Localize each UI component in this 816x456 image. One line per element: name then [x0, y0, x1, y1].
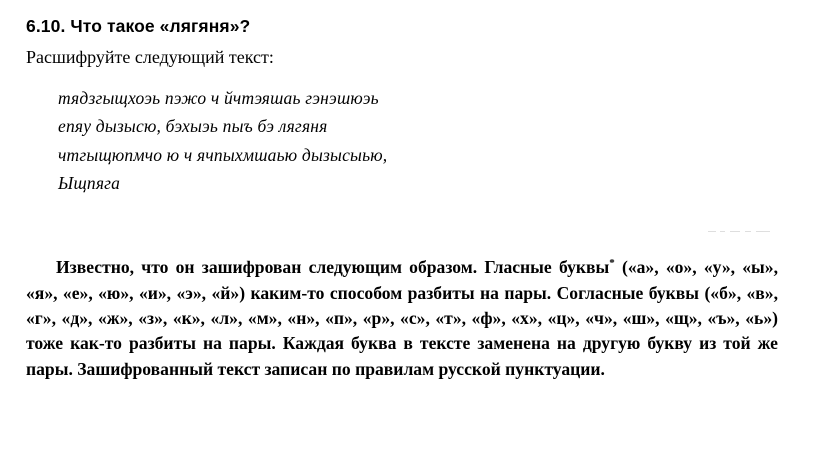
scan-artifact-mark	[730, 231, 740, 232]
cipher-line: чтгыщюпмчо ю ч ячпыхмшаью дызысыью,	[58, 144, 388, 165]
cipher-line: тядзгыщхоэь пэжо ч йчтэяшаь гэнэшюэь	[58, 88, 379, 108]
cipher-line: епяу дызысю, бэхыэь пыъ бэ лягяня	[58, 116, 328, 137]
instruction-text: Расшифруйте следующий текст:	[26, 47, 274, 67]
footnote-asterisk: *	[609, 257, 615, 270]
cipher-line: Ыщпяга	[58, 173, 121, 194]
scan-artifact-mark	[756, 231, 770, 232]
body-paragraph	[26, 255, 778, 382]
page-title: 6.10. Что такое «лягяня»?	[26, 16, 251, 36]
scan-artifact-marks	[708, 228, 778, 236]
cipher-text-block	[58, 84, 790, 197]
scan-artifact-mark	[720, 231, 725, 232]
scan-artifact-mark	[708, 231, 716, 232]
body-part-one: Известно, что он зашифрован следующим образом. Гласные буквы	[56, 257, 610, 278]
scan-artifact-mark	[745, 231, 751, 232]
body-part-two: («а», «о», «у», «ы», «я», «е», «ю», «и», «э», «й») каким-то способом разбиты на пары. Согласные буквы («б», «в», «г», «д», «ж», «з», «к», «л», «м», «н», «п», «р», «с», «т», «ф», «х», «ц», «ч», «ш», «щ», «ъ», «ь») тоже как-то разбиты на пары. Каждая буква в тексте заменена на другую букву из той же пары. Зашифрованный текст записан по правилам русской пунктуации.	[26, 257, 778, 379]
